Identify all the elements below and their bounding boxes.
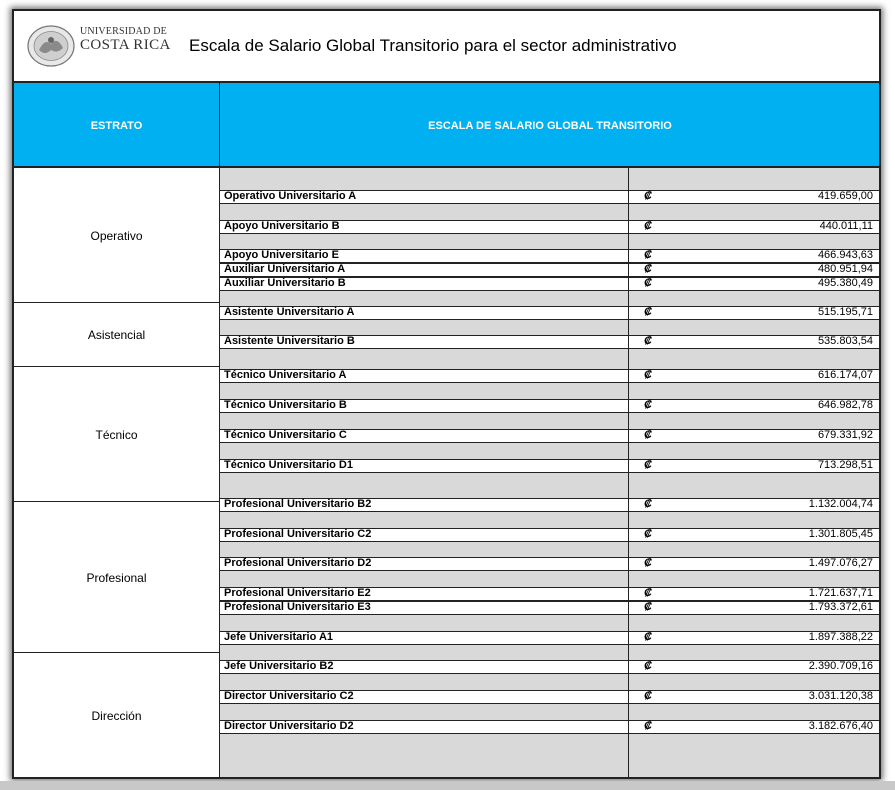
row-bottom-border (220, 673, 879, 674)
salary-row (220, 529, 879, 540)
row-bottom-border (220, 412, 879, 413)
page-bottom-edge (0, 781, 895, 790)
salary-amount: 535.803,54 (817, 335, 873, 347)
row-bottom-border (220, 319, 879, 320)
currency-symbol: ₡ (644, 429, 652, 441)
currency-symbol: ₡ (644, 690, 652, 702)
salary-row (220, 558, 879, 569)
row-bottom-border (220, 290, 879, 291)
salary-amount: 1.793.372,61 (808, 601, 873, 613)
university-seal-icon (26, 24, 76, 68)
position-name: Apoyo Universitario B (224, 220, 340, 232)
salary-row (220, 307, 879, 318)
row-bottom-border (220, 644, 879, 645)
salary-row (220, 264, 879, 275)
stratum-label: Dirección (91, 709, 142, 723)
salary-row (220, 499, 879, 510)
stratum-column-divider (219, 168, 220, 779)
salary-row (220, 588, 879, 599)
currency-symbol: ₡ (644, 557, 652, 569)
row-bottom-border (220, 733, 879, 734)
salary-amount: 480.951,94 (817, 263, 873, 275)
currency-symbol: ₡ (644, 190, 652, 202)
stratum-label: Profesional (86, 570, 147, 585)
salary-row (220, 400, 879, 411)
position-name: Asistente Universitario A (224, 306, 355, 318)
salary-amount: 495.380,49 (817, 277, 873, 289)
salary-row (220, 460, 879, 471)
position-name: Técnico Universitario A (224, 369, 347, 381)
position-name: Profesional Universitario E2 (224, 587, 371, 599)
salary-amount: 1.132.004,74 (808, 498, 873, 510)
salary-row (220, 370, 879, 381)
logo-line-1: UNIVERSIDAD DE (80, 26, 167, 37)
row-bottom-border (220, 614, 879, 615)
currency-symbol: ₡ (644, 306, 652, 318)
currency-symbol: ₡ (644, 601, 652, 613)
position-name: Apoyo Universitario E (224, 249, 339, 261)
currency-symbol: ₡ (644, 587, 652, 599)
document-frame (12, 9, 881, 779)
position-name: Director Universitario C2 (224, 690, 354, 702)
salary-row (220, 721, 879, 732)
stratum-label: Técnico (95, 427, 138, 442)
salary-row (220, 278, 879, 289)
currency-symbol: ₡ (644, 459, 652, 471)
document-title: Escala de Salario Global Transitorio para el sector administrativo (189, 36, 677, 55)
position-name: Profesional Universitario E3 (224, 601, 371, 613)
salary-amount: 1.301.805,45 (808, 528, 873, 540)
row-bottom-border (220, 541, 879, 542)
stratum-label: Operativo (90, 228, 143, 243)
salary-amount: 2.390.709,16 (808, 660, 873, 672)
salary-table (14, 168, 879, 779)
position-name: Asistente Universitario B (224, 335, 355, 347)
salary-amount: 646.982,78 (817, 399, 873, 411)
position-name: Jefe Universitario A1 (224, 631, 334, 643)
position-name: Técnico Universitario B (224, 399, 347, 411)
salary-amount: 616.174,07 (817, 369, 873, 381)
currency-symbol: ₡ (644, 631, 652, 643)
currency-symbol: ₡ (644, 369, 652, 381)
row-bottom-border (220, 472, 879, 473)
salary-amount: 3.182.676,40 (808, 720, 873, 732)
currency-symbol: ₡ (644, 335, 652, 347)
salary-amount: 440.011,11 (819, 220, 873, 232)
position-name: Director Universitario D2 (224, 720, 354, 732)
stratum-label: Asistencial (87, 328, 146, 342)
salary-amount: 515.195,71 (817, 306, 873, 318)
salary-amount: 466.943,63 (817, 249, 873, 261)
table-header (14, 83, 879, 168)
position-name: Auxiliar Universitario B (224, 277, 346, 289)
currency-symbol: ₡ (644, 249, 652, 261)
row-bottom-border (220, 442, 879, 443)
position-name: Profesional Universitario C2 (224, 528, 372, 540)
position-name: Auxiliar Universitario A (224, 263, 346, 275)
salary-amount: 3.031.120,38 (808, 690, 873, 702)
position-name: Operativo Universitario A (224, 190, 357, 202)
salary-amount: 1.897.388,22 (808, 631, 873, 643)
salary-row (220, 336, 879, 347)
salary-row (220, 632, 879, 643)
salary-row (220, 602, 879, 613)
column-header-escala: ESCALA DE SALARIO GLOBAL TRANSITORIO (428, 120, 672, 132)
salary-row (220, 430, 879, 441)
salary-amount: 1.721.637,71 (808, 587, 873, 599)
salary-amount: 1.497.076,27 (808, 557, 873, 569)
salary-row (220, 691, 879, 702)
position-name: Profesional Universitario D2 (224, 557, 372, 569)
salary-amount: 419.659,00 (817, 190, 873, 202)
currency-symbol: ₡ (644, 277, 652, 289)
salary-row (220, 221, 879, 232)
column-header-estrato: ESTRATO (90, 120, 143, 132)
currency-symbol: ₡ (644, 528, 652, 540)
row-bottom-border (220, 382, 879, 383)
salary-amount: 713.298,51 (817, 459, 873, 471)
row-bottom-border (220, 203, 879, 204)
title-bar (14, 11, 879, 83)
currency-symbol: ₡ (644, 263, 652, 275)
position-name: Técnico Universitario C (224, 429, 347, 441)
currency-symbol: ₡ (644, 399, 652, 411)
logo-line-2: COSTA RICA (80, 37, 171, 53)
salary-amount: 679.331,92 (817, 429, 873, 441)
university-logo-text (80, 27, 171, 53)
currency-symbol: ₡ (644, 498, 652, 510)
position-name: Jefe Universitario B2 (224, 660, 334, 672)
row-bottom-border (220, 703, 879, 704)
position-name: Técnico Universitario D1 (224, 459, 353, 471)
currency-symbol: ₡ (644, 220, 652, 232)
position-name: Profesional Universitario B2 (224, 498, 372, 510)
salary-row (220, 661, 879, 672)
currency-symbol: ₡ (644, 660, 652, 672)
row-bottom-border (220, 348, 879, 349)
row-bottom-border (220, 570, 879, 571)
currency-symbol: ₡ (644, 720, 652, 732)
salary-row (220, 191, 879, 202)
row-bottom-border (220, 233, 879, 234)
salary-row (220, 250, 879, 261)
row-bottom-border (220, 511, 879, 512)
amount-column-divider (628, 168, 629, 779)
